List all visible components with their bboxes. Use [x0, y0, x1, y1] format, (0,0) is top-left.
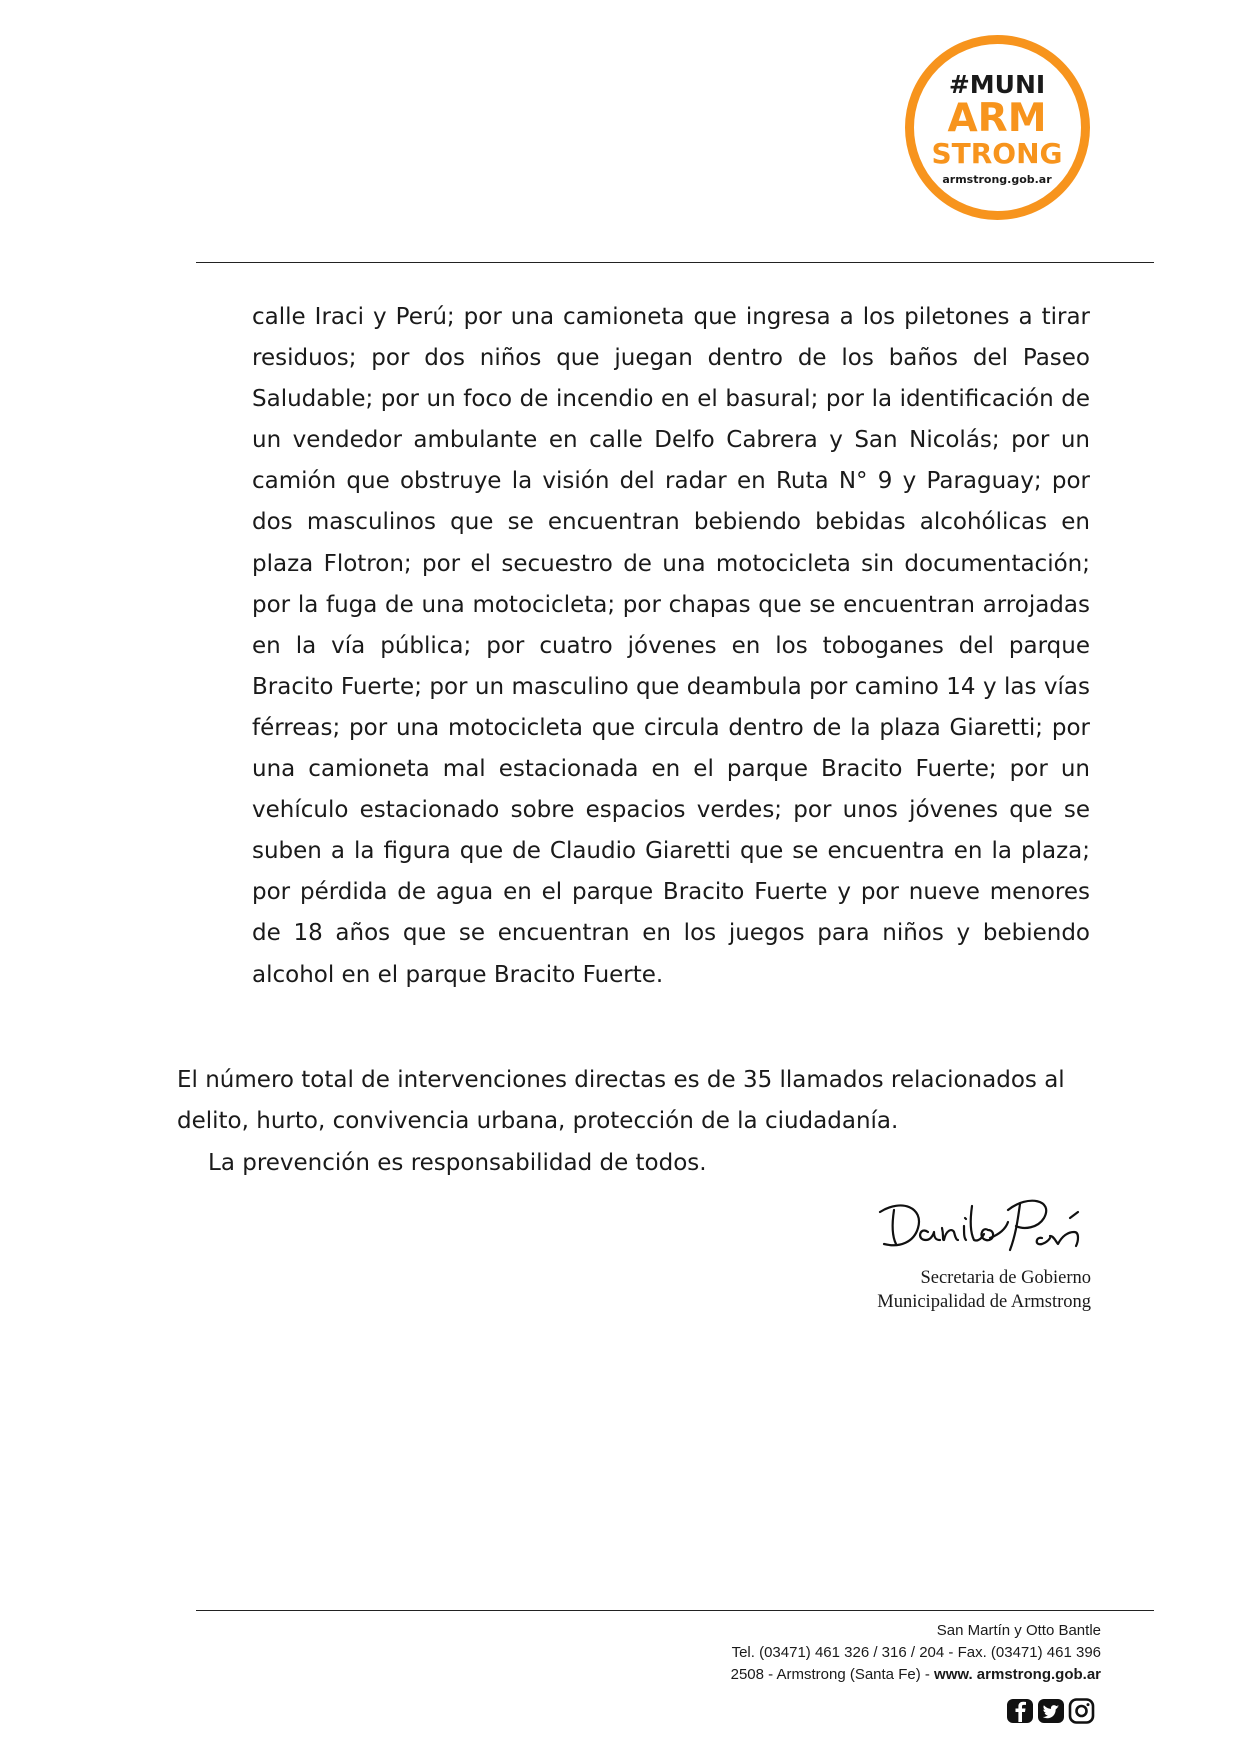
logo-line-url: armstrong.gob.ar	[942, 173, 1052, 186]
footer-address: San Martín y Otto Bantle	[936, 1622, 1101, 1639]
facebook-icon[interactable]	[1006, 1698, 1034, 1724]
footer-city-line	[731, 1664, 1101, 1686]
footer-phones: Tel. (03471) 461 326 / 316 / 204 - Fax. (03471) 461 396	[731, 1644, 1101, 1661]
summary-paragraph: El número total de intervenciones directas es de 35 llamados relacionados al delito, hurto, convivencia urbana, protección de la ciudadanía.	[177, 1067, 1065, 1134]
twitter-icon[interactable]	[1037, 1698, 1065, 1724]
logo-line-arm: ARM	[947, 96, 1047, 141]
social-icons	[1006, 1698, 1096, 1724]
handwritten-signature	[872, 1188, 1102, 1258]
footer-website[interactable]: www. armstrong.gob.ar	[934, 1666, 1101, 1683]
footer-contact	[731, 1620, 1101, 1686]
footer-city: 2508 - Armstrong (Santa Fe) -	[730, 1666, 935, 1683]
municipality-logo	[903, 33, 1092, 222]
body-paragraph: calle Iraci y Perú; por una camioneta que ingresa a los piletones a tirar residuos; por dos niños que juegan dentro de los baños del Paseo Saludable; por un foco de incendio en el basural; por la identificación de un vendedor ambulante en calle Delfo Cabrera y San Nicolás; por un camión que obstruye la visión del radar en Ruta N° 9 y Paraguay; por dos masculinos que se encuentran bebiendo bebidas alcohólicas en plaza Flotron; por el secuestro de una motocicleta sin documentación; por la fuga de una motocicleta; por chapas que se encuentran arrojadas en la vía pública; por cuatro jóvenes en los toboganes del parque Bracito Fuerte; por un masculino que deambula por camino 14 y las vías férreas; por una motocicleta que circula dentro de la plaza Giaretti; por una camioneta mal estacionada en el parque Bracito Fuerte; por un vehículo estacionado sobre espacios verdes; por unos jóvenes que se suben a la figura que de Claudio Giaretti que se encuentra en la plaza; por pérdida de agua en el parque Bracito Fuerte y por nueve menores de 18 años que se encuentran en los juegos para niños y bebiendo alcohol en el parque Bracito Fuerte.	[252, 304, 1090, 988]
header-divider	[196, 262, 1154, 263]
signer-organization: Municipalidad de Armstrong	[877, 1292, 1091, 1312]
closing-line: La prevención es responsabilidad de todos.	[208, 1150, 707, 1176]
signature-block	[877, 1266, 1091, 1314]
logo-line-strong: STRONG	[931, 137, 1063, 170]
footer-divider	[196, 1610, 1154, 1611]
signer-title: Secretaria de Gobierno	[920, 1268, 1091, 1288]
instagram-icon[interactable]	[1068, 1698, 1096, 1724]
logo-line-muni: #MUNI	[948, 70, 1046, 99]
